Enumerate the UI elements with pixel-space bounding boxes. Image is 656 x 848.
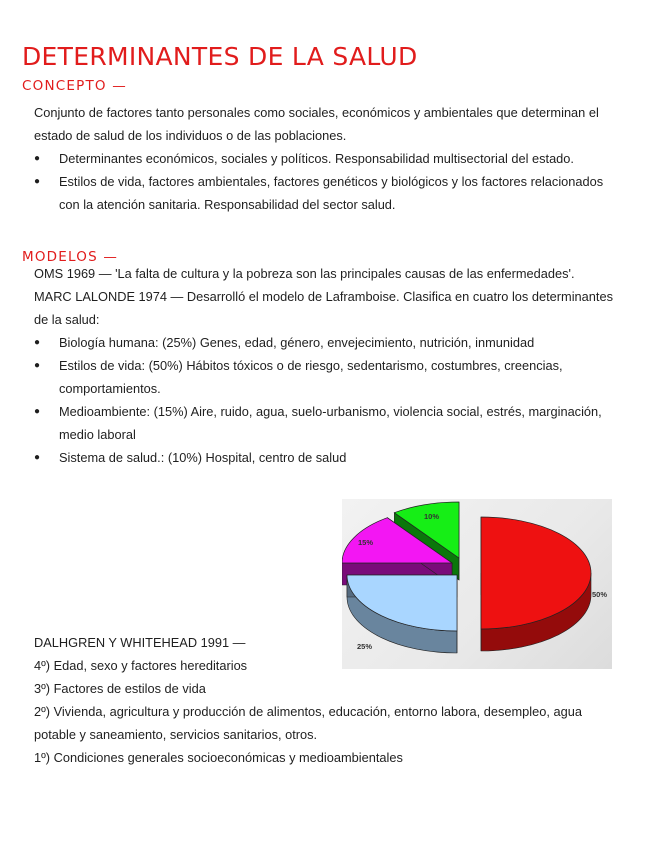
concepto-heading: CONCEPTO — xyxy=(22,78,127,94)
concepto-bullets xyxy=(34,147,619,216)
lalonde-bullets xyxy=(34,331,619,469)
concepto-section xyxy=(34,101,619,216)
list-item: ● Biología humana: (25%) Genes, edad, género, envejecimiento, nutrición, inmunidad xyxy=(34,331,619,354)
dalhgren-line: 2º) Vivienda, agricultura y producción de alimentos, educación, entorno labora, desempleo, agua potable y saneamiento, servicios sanitarios, otros. xyxy=(34,704,582,742)
dalhgren-section xyxy=(34,631,619,769)
document-title: DETERMINANTES DE LA SALUD xyxy=(22,42,418,71)
pie-slice-label: 50% xyxy=(592,590,608,599)
list-item: ● Medioambiente: (15%) Aire, ruido, agua, suelo-urbanismo, violencia social, estrés, marginación, medio laboral xyxy=(34,400,619,446)
dalhgren-line: 4º) Edad, sexo y factores hereditarios xyxy=(34,658,248,673)
pie-slice-label: 10% xyxy=(424,512,440,521)
oms-text: OMS 1969 — 'La falta de cultura y la pobreza son las principales causas de las enfermedades'. xyxy=(34,266,575,281)
dalhgren-line: 3º) Factores de estilos de vida xyxy=(34,681,206,696)
concepto-text: Conjunto de factores tanto personales como sociales, económicos y ambientales que determinan el estado de salud de los individuos o de las poblaciones. xyxy=(34,105,599,143)
pie-slice-label: 15% xyxy=(358,538,374,547)
list-item: ● Estilos de vida: (50%) Hábitos tóxicos o de riesgo, sedentarismo, costumbres, creencias, comportamientos. xyxy=(34,354,619,400)
pie-slice-label: 25% xyxy=(357,642,373,651)
list-item: ● Determinantes económicos, sociales y políticos. Responsabilidad multisectorial del estado. xyxy=(34,147,619,170)
dalhgren-line: 1º) Condiciones generales socioeconómicas y medioambientales xyxy=(34,750,403,765)
modelos-section xyxy=(34,262,619,469)
dalhgren-heading: DALHGREN Y WHITEHEAD 1991 — xyxy=(34,635,246,650)
modelos-heading: MODELOS — xyxy=(22,249,119,265)
lalonde-text: MARC LALONDE 1974 — Desarrolló el modelo de Laframboise. Clasifica en cuatro los determinantes de la salud: xyxy=(34,289,613,327)
list-item: ● Estilos de vida, factores ambientales, factores genéticos y biológicos y los factores relacionados con la atención sanitaria. Responsabilidad del sector salud. xyxy=(34,170,619,216)
list-item: ● Sistema de salud.: (10%) Hospital, centro de salud xyxy=(34,446,619,469)
